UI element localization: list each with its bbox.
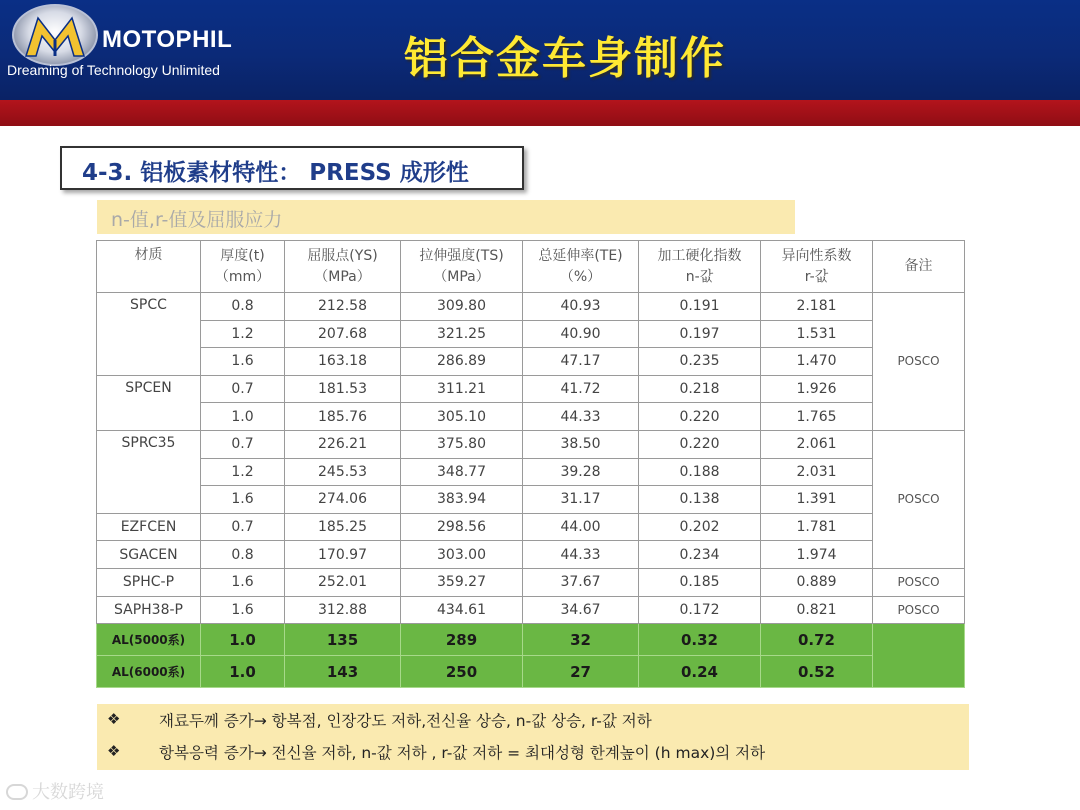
cell-yield: 143 (285, 656, 401, 688)
cell-tensile: 250 (401, 656, 523, 688)
cell-elongation: 38.50 (523, 430, 639, 458)
cell-r-value: 0.889 (761, 568, 873, 596)
table-header-row (97, 241, 965, 293)
notes-panel (97, 704, 969, 770)
cell-material: SPRC35 (97, 430, 201, 513)
cell-thickness: 1.2 (201, 320, 285, 348)
cell-elongation: 47.17 (523, 348, 639, 376)
diamond-bullet-icon: ❖ (107, 742, 121, 760)
cell-n-value: 0.32 (639, 624, 761, 656)
header-thickness-unit: （mm） (214, 268, 271, 285)
header-n-value (639, 241, 761, 293)
cell-yield: 312.88 (285, 596, 401, 624)
table-row (97, 293, 965, 321)
header-elongation-unit: （%） (559, 268, 602, 285)
cell-n-value: 0.220 (639, 430, 761, 458)
cell-thickness: 1.0 (201, 403, 285, 431)
cell-remarks: POSCO (873, 568, 965, 596)
cell-tensile: 311.21 (401, 375, 523, 403)
header-r-unit: r-값 (804, 268, 829, 285)
cell-n-value: 0.185 (639, 568, 761, 596)
header-r-label: 异向性系数 (781, 247, 852, 264)
cell-remarks: POSCO (873, 430, 965, 568)
note-item (97, 706, 969, 736)
watermark (6, 778, 104, 804)
cell-r-value: 0.821 (761, 596, 873, 624)
cell-remarks-empty (873, 624, 965, 688)
note-item (97, 738, 969, 768)
brand-name: MOTOPHIL (102, 26, 233, 53)
header-n-unit: n-값 (685, 268, 714, 285)
note-text: 항복응력 증가→ 전신율 저하, n-값 저하 , r-값 저하 = 최대성형 한계높이 (h max)의 저하 (159, 744, 766, 762)
cell-yield: 207.68 (285, 320, 401, 348)
cell-tensile: 375.80 (401, 430, 523, 458)
table-row (97, 348, 965, 376)
cell-n-value: 0.172 (639, 596, 761, 624)
cell-n-value: 0.24 (639, 656, 761, 688)
cell-r-value: 2.061 (761, 430, 873, 458)
watermark-text: 大数跨境 (32, 782, 104, 803)
cell-thickness: 1.2 (201, 458, 285, 486)
cell-r-value: 0.72 (761, 624, 873, 656)
table-row (97, 458, 965, 486)
header-n-label: 加工硬化指数 (657, 247, 742, 264)
cell-thickness: 0.8 (201, 541, 285, 569)
watermark-logo-icon (6, 784, 28, 800)
cell-n-value: 0.202 (639, 513, 761, 541)
cell-thickness: 1.0 (201, 656, 285, 688)
cell-elongation: 32 (523, 624, 639, 656)
cell-elongation: 44.00 (523, 513, 639, 541)
header-elongation-label: 总延伸率(TE) (538, 247, 623, 264)
table-row (97, 513, 965, 541)
table-row (97, 403, 965, 431)
header-yield-point (285, 241, 401, 293)
header-yield-unit: （MPa） (314, 268, 371, 285)
cell-tensile: 289 (401, 624, 523, 656)
cell-tensile: 305.10 (401, 403, 523, 431)
cell-remarks: POSCO (873, 293, 965, 431)
cell-elongation: 27 (523, 656, 639, 688)
cell-n-value: 0.218 (639, 375, 761, 403)
table-row (97, 568, 965, 596)
aluminium-row (97, 624, 965, 656)
cell-r-value: 2.181 (761, 293, 873, 321)
header-thickness (201, 241, 285, 293)
cell-material: SPCC (97, 293, 201, 376)
cell-r-value: 0.52 (761, 656, 873, 688)
cell-material: SPHC-P (97, 568, 201, 596)
cell-yield: 212.58 (285, 293, 401, 321)
table-row (97, 430, 965, 458)
cell-thickness: 1.6 (201, 568, 285, 596)
cell-thickness: 1.6 (201, 596, 285, 624)
cell-thickness: 0.7 (201, 430, 285, 458)
cell-tensile: 298.56 (401, 513, 523, 541)
header-red-stripe (0, 100, 1080, 126)
cell-r-value: 1.765 (761, 403, 873, 431)
cell-material: AL(5000系) (97, 624, 201, 656)
cell-n-value: 0.235 (639, 348, 761, 376)
table-row (97, 320, 965, 348)
cell-tensile: 348.77 (401, 458, 523, 486)
cell-material: EZFCEN (97, 513, 201, 541)
cell-thickness: 1.0 (201, 624, 285, 656)
cell-elongation: 34.67 (523, 596, 639, 624)
header-tensile-unit: （MPa） (433, 268, 490, 285)
cell-yield: 135 (285, 624, 401, 656)
cell-elongation: 37.67 (523, 568, 639, 596)
cell-thickness: 0.7 (201, 375, 285, 403)
cell-elongation: 39.28 (523, 458, 639, 486)
cell-tensile: 434.61 (401, 596, 523, 624)
cell-elongation: 31.17 (523, 486, 639, 514)
cell-yield: 181.53 (285, 375, 401, 403)
cell-r-value: 1.781 (761, 513, 873, 541)
cell-tensile: 321.25 (401, 320, 523, 348)
cell-elongation: 44.33 (523, 403, 639, 431)
cell-yield: 226.21 (285, 430, 401, 458)
cell-thickness: 1.6 (201, 348, 285, 376)
cell-n-value: 0.220 (639, 403, 761, 431)
cell-tensile: 309.80 (401, 293, 523, 321)
cell-tensile: 383.94 (401, 486, 523, 514)
cell-tensile: 303.00 (401, 541, 523, 569)
cell-remarks: POSCO (873, 596, 965, 624)
cell-tensile: 286.89 (401, 348, 523, 376)
cell-r-value: 1.531 (761, 320, 873, 348)
cell-yield: 274.06 (285, 486, 401, 514)
header-material (97, 241, 201, 293)
cell-material: SPCEN (97, 375, 201, 430)
cell-n-value: 0.188 (639, 458, 761, 486)
cell-n-value: 0.138 (639, 486, 761, 514)
cell-r-value: 2.031 (761, 458, 873, 486)
header-tensile-strength (401, 241, 523, 293)
cell-tensile: 359.27 (401, 568, 523, 596)
note-text: 재료두께 증가→ 항복점, 인장강도 저하,전신율 상승, n-값 상승, r-값 저하 (159, 712, 652, 730)
header-remarks (873, 241, 965, 293)
cell-yield: 252.01 (285, 568, 401, 596)
cell-r-value: 1.974 (761, 541, 873, 569)
cell-elongation: 40.90 (523, 320, 639, 348)
slide-title: 铝合金车身制作 (404, 33, 726, 84)
cell-yield: 185.25 (285, 513, 401, 541)
cell-thickness: 1.6 (201, 486, 285, 514)
cell-r-value: 1.470 (761, 348, 873, 376)
aluminium-row (97, 656, 965, 688)
brand-tagline: Dreaming of Technology Unlimited (7, 62, 220, 78)
cell-yield: 185.76 (285, 403, 401, 431)
table-row (97, 541, 965, 569)
header-yield-label: 屈服点(YS) (307, 247, 378, 264)
cell-thickness: 0.7 (201, 513, 285, 541)
header-elongation (523, 241, 639, 293)
cell-thickness: 0.8 (201, 293, 285, 321)
header-material-label: 材质 (134, 247, 163, 263)
header-tensile-label: 拉伸强度(TS) (419, 247, 504, 264)
logo-m-icon (22, 12, 88, 58)
cell-material: AL(6000系) (97, 656, 201, 688)
table-row (97, 375, 965, 403)
cell-elongation: 40.93 (523, 293, 639, 321)
cell-elongation: 41.72 (523, 375, 639, 403)
cell-yield: 245.53 (285, 458, 401, 486)
section-title: 4-3. 铝板素材特性： PRESS 成形性 (60, 146, 524, 190)
header-r-value (761, 241, 873, 293)
cell-n-value: 0.191 (639, 293, 761, 321)
table-row (97, 596, 965, 624)
cell-elongation: 44.33 (523, 541, 639, 569)
header-bar (0, 0, 1080, 100)
cell-n-value: 0.197 (639, 320, 761, 348)
cell-material: SAPH38-P (97, 596, 201, 624)
header-remarks-label: 备注 (904, 258, 933, 274)
cell-r-value: 1.926 (761, 375, 873, 403)
diamond-bullet-icon: ❖ (107, 710, 121, 728)
header-thickness-label: 厚度(t) (220, 247, 265, 264)
cell-r-value: 1.391 (761, 486, 873, 514)
cell-yield: 163.18 (285, 348, 401, 376)
table-row (97, 486, 965, 514)
cell-n-value: 0.234 (639, 541, 761, 569)
sub-banner: n-值,r-值及屈服应力 (97, 200, 795, 234)
material-properties-table (96, 240, 965, 688)
cell-yield: 170.97 (285, 541, 401, 569)
cell-material: SGACEN (97, 541, 201, 569)
